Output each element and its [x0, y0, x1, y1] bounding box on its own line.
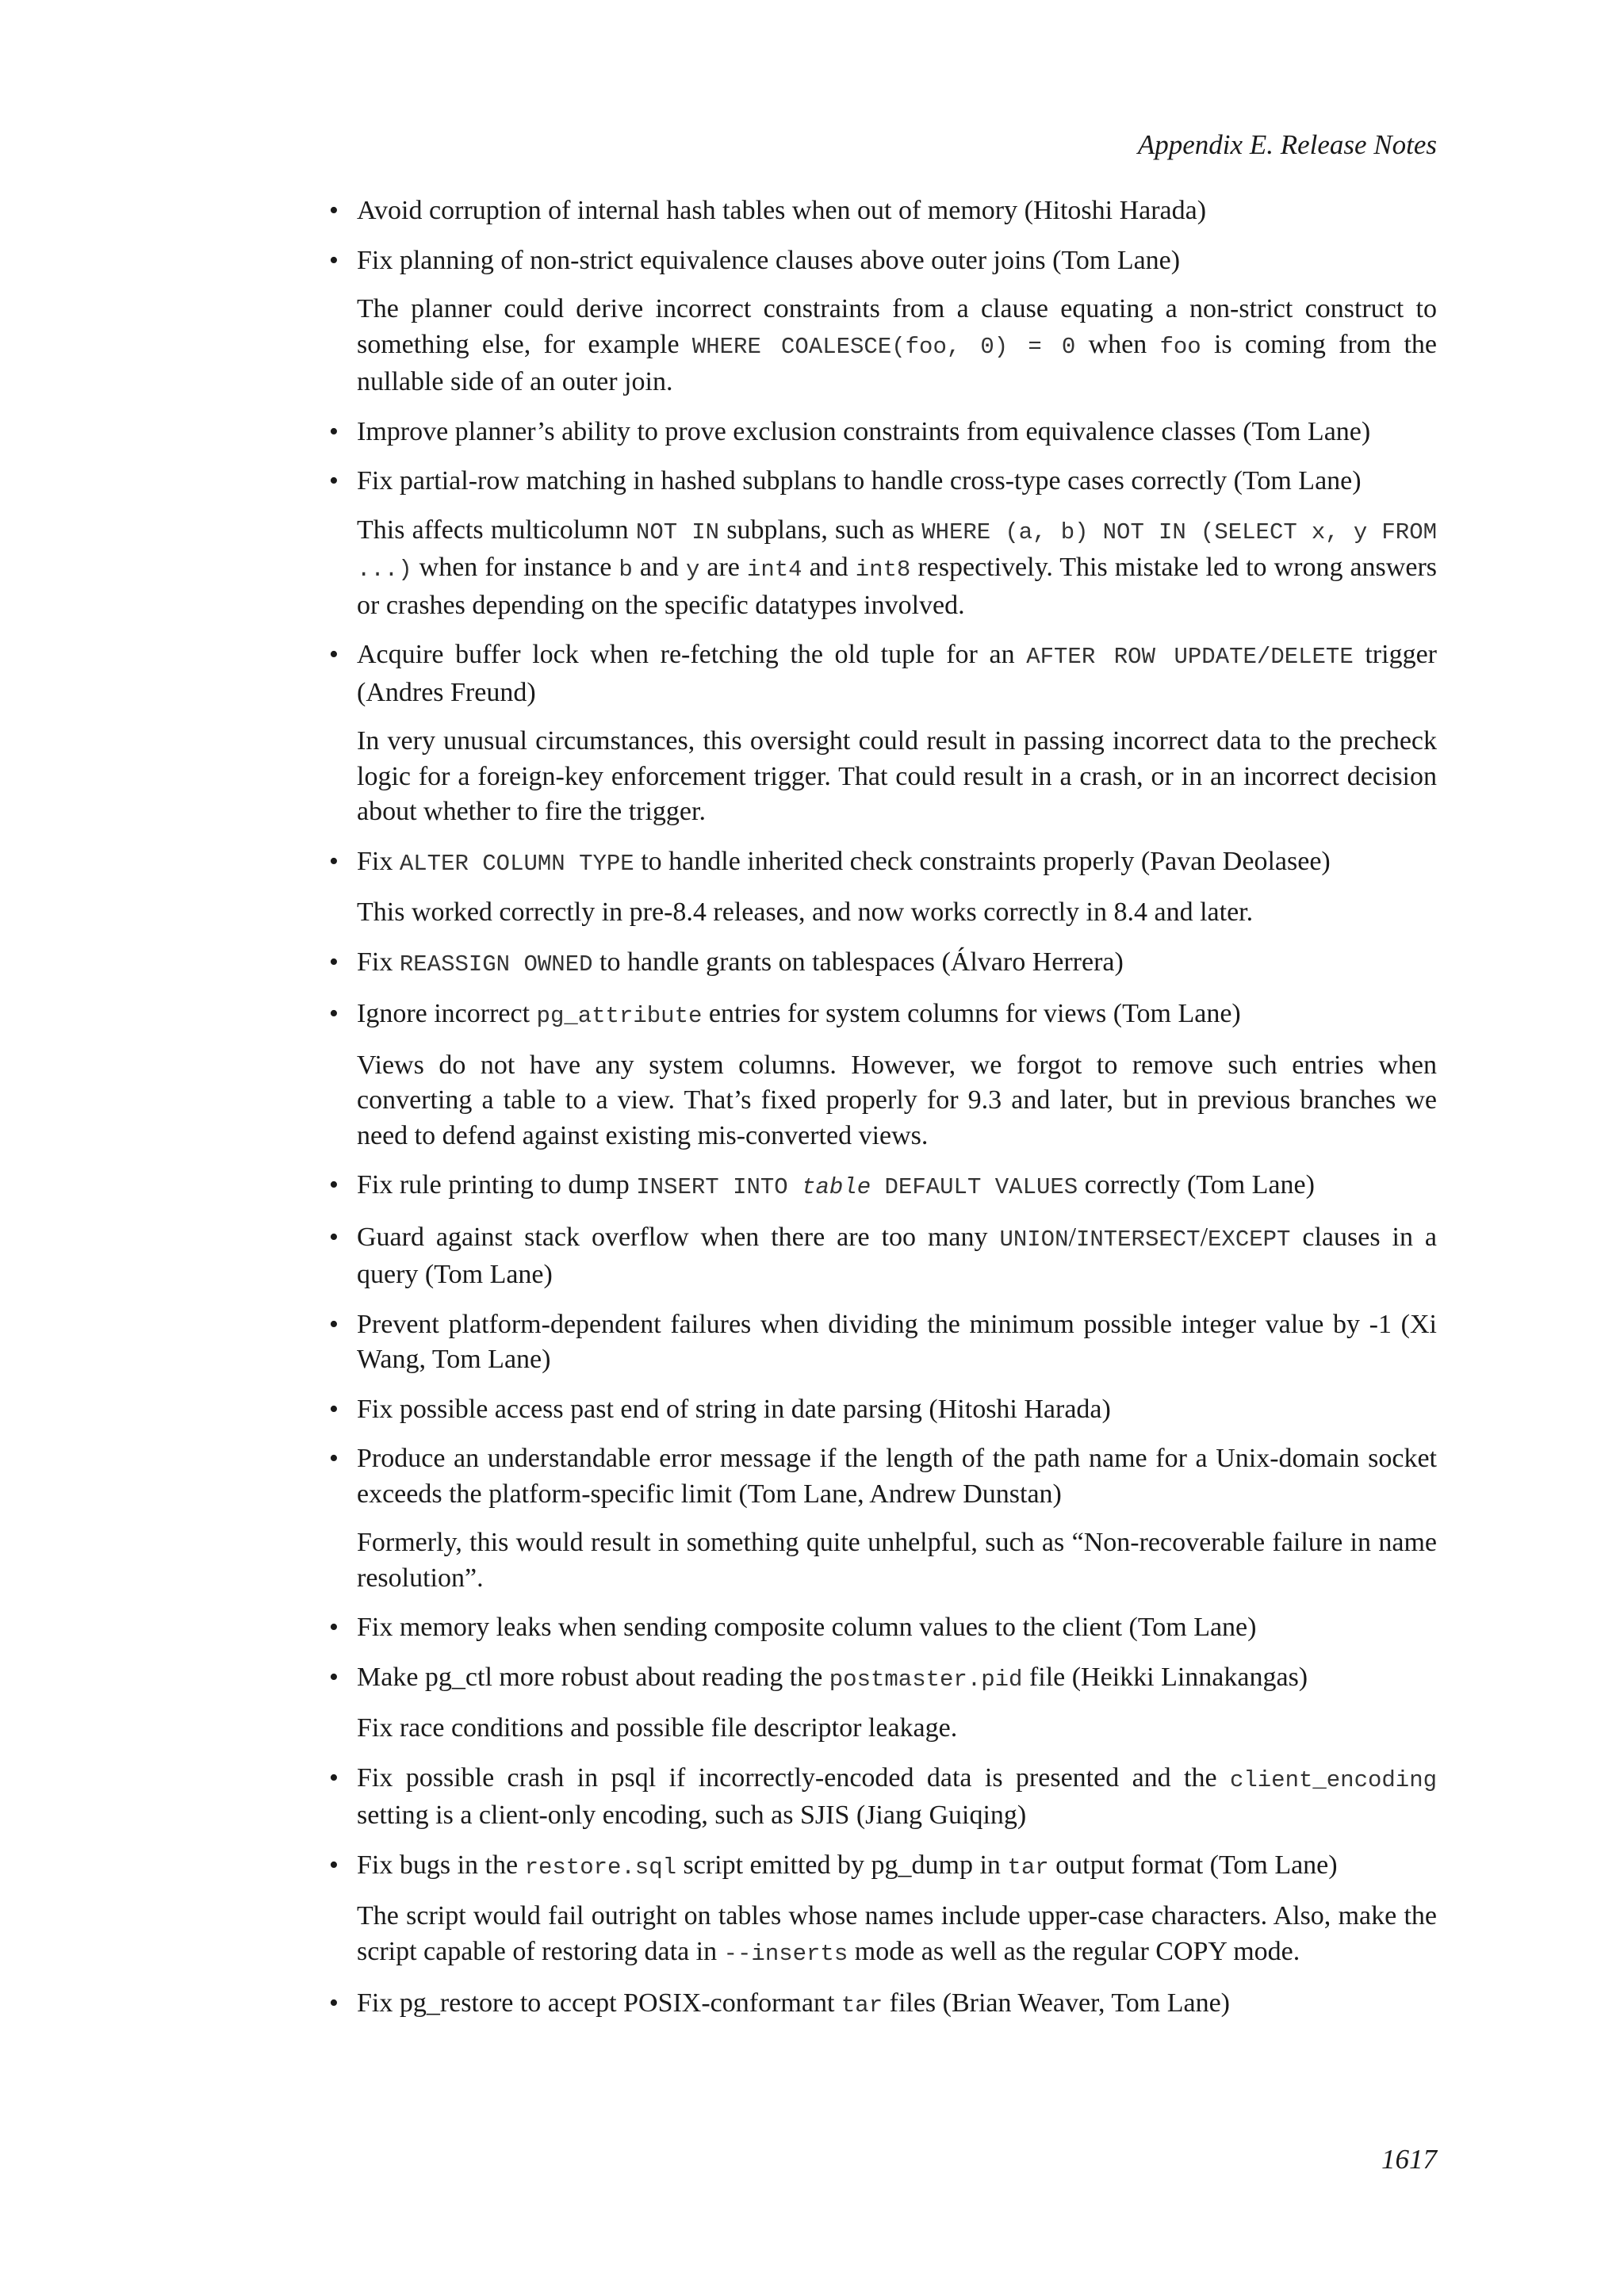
- release-note-item: [329, 415, 1437, 450]
- text-run: Fix: [357, 846, 400, 876]
- text-run: is coming from the nullable side of an outer join.: [357, 329, 1437, 396]
- inline-code: int8: [855, 557, 911, 583]
- inline-code: ALTER COLUMN TYPE: [399, 850, 634, 877]
- text-run: Make pg_ctl more robust about reading the: [357, 1662, 829, 1692]
- bullet-icon: •: [329, 1394, 339, 1424]
- text-run: output format (Tom Lane): [1048, 1850, 1338, 1880]
- bullet-icon: •: [329, 1988, 339, 2018]
- bullet-icon: •: [329, 1613, 339, 1642]
- release-note-summary: [357, 193, 1437, 229]
- text-run: and: [632, 553, 686, 582]
- text-run: Fix race conditions and possible file descriptor leakage.: [357, 1713, 958, 1743]
- inline-code: UNION: [999, 1226, 1069, 1253]
- inline-code: int4: [746, 557, 802, 583]
- release-note-item: [329, 1168, 1437, 1206]
- release-note-detail: [357, 724, 1437, 830]
- inline-code: pg_attribute: [536, 1003, 703, 1029]
- release-note-item: [329, 1307, 1437, 1378]
- release-note-summary: [357, 637, 1437, 710]
- text-run: files (Brian Weaver, Tom Lane): [883, 1988, 1231, 2018]
- inline-code: client_encoding: [1229, 1766, 1437, 1793]
- inline-code: --inserts: [723, 1940, 848, 1967]
- text-run: Avoid corruption of internal hash tables when out of memory (Hitoshi Harada): [357, 196, 1207, 225]
- bullet-icon: •: [329, 1444, 339, 1473]
- inline-code: WHERE (a, b) NOT IN (SELECT x, y FROM ...): [357, 519, 1437, 583]
- bullet-icon: •: [329, 846, 339, 876]
- text-run: Fix rule printing to dump: [357, 1170, 637, 1200]
- release-note-item: [329, 193, 1437, 229]
- release-note-summary: [357, 1848, 1437, 1886]
- inline-code: INTERSECT: [1075, 1226, 1201, 1253]
- text-run: script emitted by pg_dump in: [676, 1850, 1008, 1880]
- inline-code: tar: [841, 1992, 883, 2019]
- inline-code: b: [619, 557, 633, 583]
- release-note-summary: [357, 243, 1437, 279]
- bullet-icon: •: [329, 1309, 339, 1339]
- inline-code: AFTER ROW UPDATE/DELETE: [1026, 644, 1354, 670]
- release-note-item: [329, 1220, 1438, 1293]
- text-run: Prevent platform-dependent failures when dividing the minimum possible integer value by -1 (Xi Wang, Tom Lane): [357, 1309, 1437, 1374]
- text-run: clauses in a query (Tom Lane): [357, 1222, 1438, 1289]
- inline-code: postmaster.pid: [829, 1666, 1023, 1693]
- bullet-icon: •: [329, 196, 339, 225]
- release-note-item: [329, 637, 1437, 830]
- text-run: Guard against stack overflow when there are too many: [357, 1222, 1000, 1252]
- bullet-icon: •: [329, 1662, 339, 1692]
- release-note-item: [329, 1761, 1437, 1834]
- inline-code: restore.sql: [524, 1854, 677, 1881]
- page-number: 1617: [1381, 2144, 1437, 2175]
- release-notes-list: [329, 193, 1438, 2038]
- bullet-icon: •: [329, 999, 339, 1028]
- release-note-detail: [357, 1899, 1437, 1972]
- text-run: trigger (Andres Freund): [357, 640, 1437, 707]
- release-note-detail: [357, 1525, 1437, 1596]
- release-note-item: [329, 1610, 1437, 1646]
- inline-code: REASSIGN OWNED: [399, 951, 593, 978]
- release-note-item: [329, 243, 1437, 400]
- release-note-item: [329, 464, 1437, 623]
- release-note-summary: [357, 1660, 1437, 1698]
- inline-code: INSERT INTO: [636, 1174, 802, 1200]
- release-note-detail: [357, 1711, 1437, 1747]
- text-run: Fix pg_restore to accept POSIX-conformant: [357, 1988, 841, 2018]
- text-run: Fix: [357, 947, 400, 977]
- inline-code: foo: [1159, 333, 1201, 360]
- text-run: This affects multicolumn: [357, 515, 636, 545]
- inline-code: EXCEPT: [1208, 1226, 1291, 1253]
- text-run: mode as well as the regular COPY mode.: [848, 1936, 1300, 1966]
- release-note-summary: [357, 1392, 1437, 1428]
- bullet-icon: •: [329, 466, 339, 496]
- release-note-summary: [357, 1610, 1437, 1646]
- text-run: The planner could derive incorrect constraints from a clause equating a non-strict construct to something else, for example: [357, 294, 1437, 359]
- text-run: Formerly, this would result in something quite unhelpful, such as “Non-recoverable failure in name resolution”.: [357, 1528, 1437, 1593]
- text-run: Ignore incorrect: [357, 999, 537, 1028]
- text-run: and: [802, 553, 856, 582]
- bullet-icon: •: [329, 1762, 339, 1793]
- release-note-detail: [357, 1048, 1437, 1154]
- inline-code: tar: [1007, 1854, 1049, 1881]
- release-note-summary: [357, 997, 1437, 1035]
- text-run: Acquire buffer lock when re-fetching the old tuple for an: [357, 640, 1027, 669]
- text-run: Produce an understandable error message if the length of the path name for a Unix-domain socket exceeds the platform-specific limit (Tom Lane, Andrew Dunstan): [357, 1444, 1437, 1509]
- inline-code: y: [685, 557, 700, 583]
- inline-code: WHERE COALESCE(foo, 0) = 0: [691, 333, 1076, 360]
- release-note-item: [329, 997, 1437, 1154]
- bullet-icon: •: [329, 1222, 339, 1252]
- release-note-item: [329, 1660, 1437, 1747]
- release-note-summary: [357, 1168, 1437, 1206]
- release-note-summary: [357, 945, 1437, 983]
- text-run: to handle grants on tablespaces (Álvaro Herrera): [592, 947, 1124, 977]
- bullet-icon: •: [329, 947, 339, 977]
- bullet-icon: •: [329, 1850, 339, 1880]
- release-note-item: [329, 1848, 1437, 1973]
- text-run: Fix bugs in the: [357, 1850, 525, 1880]
- text-run: respectively. This mistake led to wrong answers or crashes depending on the specific datatypes involved.: [357, 553, 1437, 620]
- text-run: Fix possible crash in psql if incorrectly-encoded data is presented and the: [357, 1762, 1230, 1793]
- text-run: when for instance: [412, 553, 619, 582]
- text-run: subplans, such as: [719, 515, 922, 545]
- text-run: This worked correctly in pre-8.4 releases, and now works correctly in 8.4 and later.: [357, 897, 1254, 927]
- text-run: /: [1200, 1222, 1208, 1252]
- bullet-icon: •: [329, 245, 339, 275]
- release-note-summary: [357, 1307, 1437, 1378]
- release-note-summary: [357, 1220, 1437, 1293]
- release-note-item: [329, 1392, 1437, 1428]
- text-run: Fix memory leaks when sending composite column values to the client (Tom Lane): [357, 1613, 1257, 1642]
- bullet-icon: •: [329, 640, 339, 669]
- inline-code: DEFAULT VALUES: [871, 1174, 1078, 1200]
- text-run: setting is a client-only encoding, such as SJIS (Jiang Guiqing): [357, 1800, 1027, 1830]
- text-run: Fix planning of non-strict equivalence clauses above outer joins (Tom Lane): [357, 245, 1181, 275]
- running-header: Appendix E. Release Notes: [1137, 129, 1437, 160]
- release-note-summary: [357, 1761, 1437, 1834]
- text-run: are: [699, 553, 747, 582]
- release-note-detail: [357, 513, 1437, 624]
- text-run: Improve planner’s ability to prove exclusion constraints from equivalence classes (Tom Lane): [357, 416, 1371, 446]
- release-note-summary: [357, 1441, 1437, 1512]
- bullet-icon: •: [329, 416, 339, 446]
- release-note-item: [329, 1986, 1437, 2024]
- release-note-detail: [357, 895, 1437, 931]
- text-run: Fix partial-row matching in hashed subplans to handle cross-type cases correctly (Tom Lane): [357, 466, 1362, 496]
- inline-code: table: [802, 1174, 871, 1200]
- text-run: Views do not have any system columns. However, we forgot to remove such entries when converting a table to a view. That’s fixed properly for 9.3 and later, but in previous branches we need to defend against existing mis-converted views.: [357, 1050, 1437, 1150]
- release-note-item: [329, 1441, 1437, 1596]
- release-note-summary: [357, 415, 1437, 450]
- release-note-item: [329, 844, 1437, 931]
- text-run: Fix possible access past end of string in date parsing (Hitoshi Harada): [357, 1394, 1111, 1424]
- release-note-detail: [357, 292, 1437, 400]
- text-run: correctly (Tom Lane): [1078, 1170, 1315, 1200]
- text-run: entries for system columns for views (Tom Lane): [702, 999, 1241, 1028]
- release-note-item: [329, 945, 1437, 983]
- release-note-summary: [357, 464, 1437, 499]
- bullet-icon: •: [329, 1170, 339, 1200]
- text-run: when: [1075, 329, 1160, 359]
- text-run: to handle inherited check constraints properly (Pavan Deolasee): [634, 846, 1331, 876]
- text-run: The script would fail outright on tables whose names include upper-case characters. Also, make the script capable of restoring data in: [357, 1901, 1437, 1966]
- text-run: /: [1068, 1222, 1076, 1252]
- text-run: In very unusual circumstances, this oversight could result in passing incorrect data to the precheck logic for a foreign-key enforcement trigger. That could result in a crash, or in an incorrect decision about whether to fire the trigger.: [357, 726, 1437, 826]
- inline-code: NOT IN: [635, 519, 720, 545]
- release-note-summary: [357, 844, 1437, 882]
- release-note-summary: [357, 1986, 1437, 2024]
- text-run: file (Heikki Linnakangas): [1022, 1662, 1308, 1692]
